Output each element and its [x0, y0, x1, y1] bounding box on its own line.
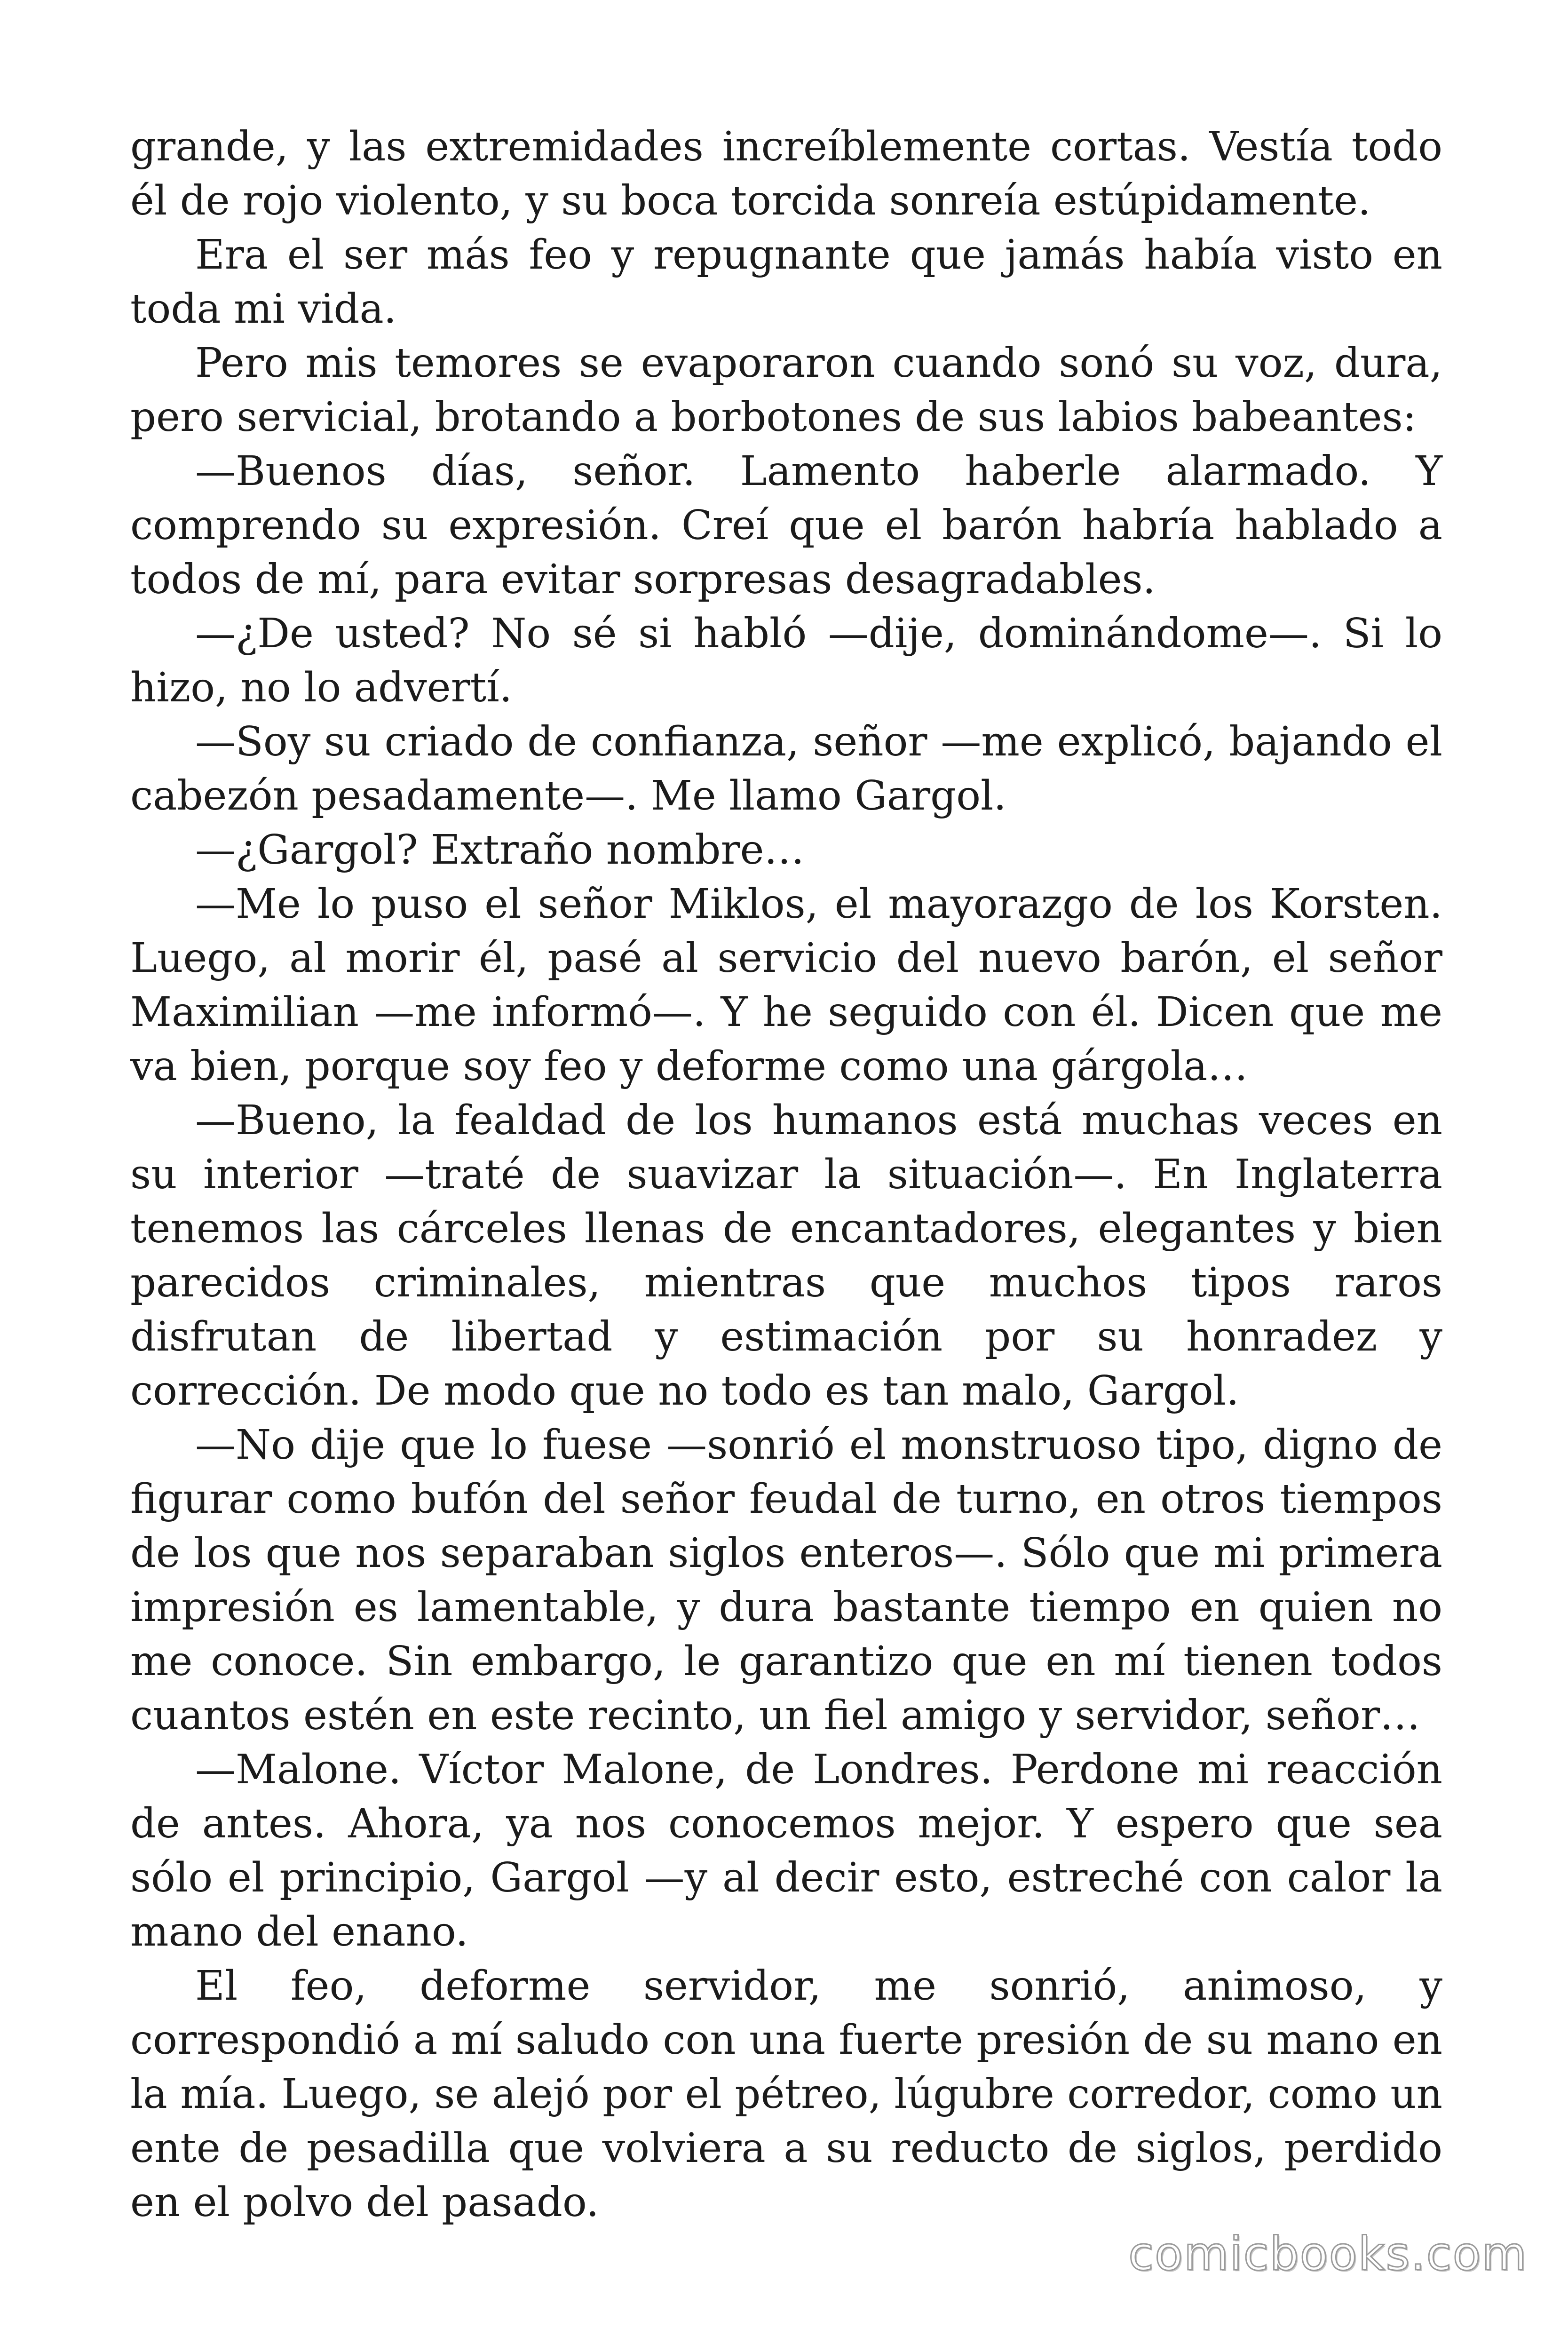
paragraph: —¿Gargol? Extraño nombre… [195, 826, 805, 874]
body-text [130, 120, 1442, 2230]
paragraph: —Buenos días, señor. Lamento haberle alarmado. Y comprendo su expresión. Creí que el barón habría hablado a todos de mí, para evitar sorpresas desagradables. [130, 448, 1442, 603]
paragraph: —¿De usted? No sé si habló —dije, dominándome—. Si lo hizo, no lo advertí. [130, 610, 1442, 711]
paragraph: —No dije que lo fuese —sonrió el monstruoso tipo, digno de figurar como bufón del señor feudal de turno, en otros tiempos de los que nos separaban siglos enteros—. Sólo que mi primera impresión es lamentable, y dura bastante tiempo en quien no me conoce. Sin embargo, le garantizo que en mí tienen todos cuantos estén en este recinto, un fiel amigo y servidor, señor… [130, 1422, 1442, 1739]
paragraph: —Soy su criado de confianza, señor —me explicó, bajando el cabezón pesadamente—. Me llamo Gargol. [130, 718, 1442, 819]
paragraph: Era el ser más feo y repugnante que jamás había visto en toda mi vida. [130, 231, 1442, 333]
paragraph: —Malone. Víctor Malone, de Londres. Perdone mi reacción de antes. Ahora, ya nos conocemos mejor. Y espero que sea sólo el principio, Gargol —y al decir esto, estreché con calor la mano del enano. [130, 1746, 1442, 1955]
paragraph: —Me lo puso el señor Miklos, el mayorazgo de los Korsten. Luego, al morir él, pasé al servicio del nuevo barón, el señor Maximilian —me informó—. Y he seguido con él. Dicen que me va bien, porque soy feo y deforme como una gárgola… [130, 881, 1442, 1090]
paragraph: El feo, deforme servidor, me sonrió, animoso, y correspondió a mí saludo con una fuerte presión de su mano en la mía. Luego, se alejó por el pétreo, lúgubre corredor, como un ente de pesadilla que volviera a su reducto de siglos, perdido en el polvo del pasado. [130, 1963, 1442, 2226]
watermark: comicbooks.com [1128, 2227, 1528, 2281]
paragraph: —Bueno, la fealdad de los humanos está muchas veces en su interior —traté de suavizar la situación—. En Inglaterra tenemos las cárceles llenas de encantadores, elegantes y bien parecidos criminales, mientras que muchos tipos raros disfrutan de libertad y estimación por su honradez y corrección. De modo que no todo es tan malo, Gargol. [130, 1097, 1442, 1414]
paragraph: Pero mis temores se evaporaron cuando sonó su voz, dura, pero servicial, brotando a borbotones de sus labios babeantes: [130, 340, 1442, 441]
paragraph: grande, y las extremidades increíblemente cortas. Vestía todo él de rojo violento, y su boca torcida sonreía estúpidamente. [130, 123, 1442, 224]
